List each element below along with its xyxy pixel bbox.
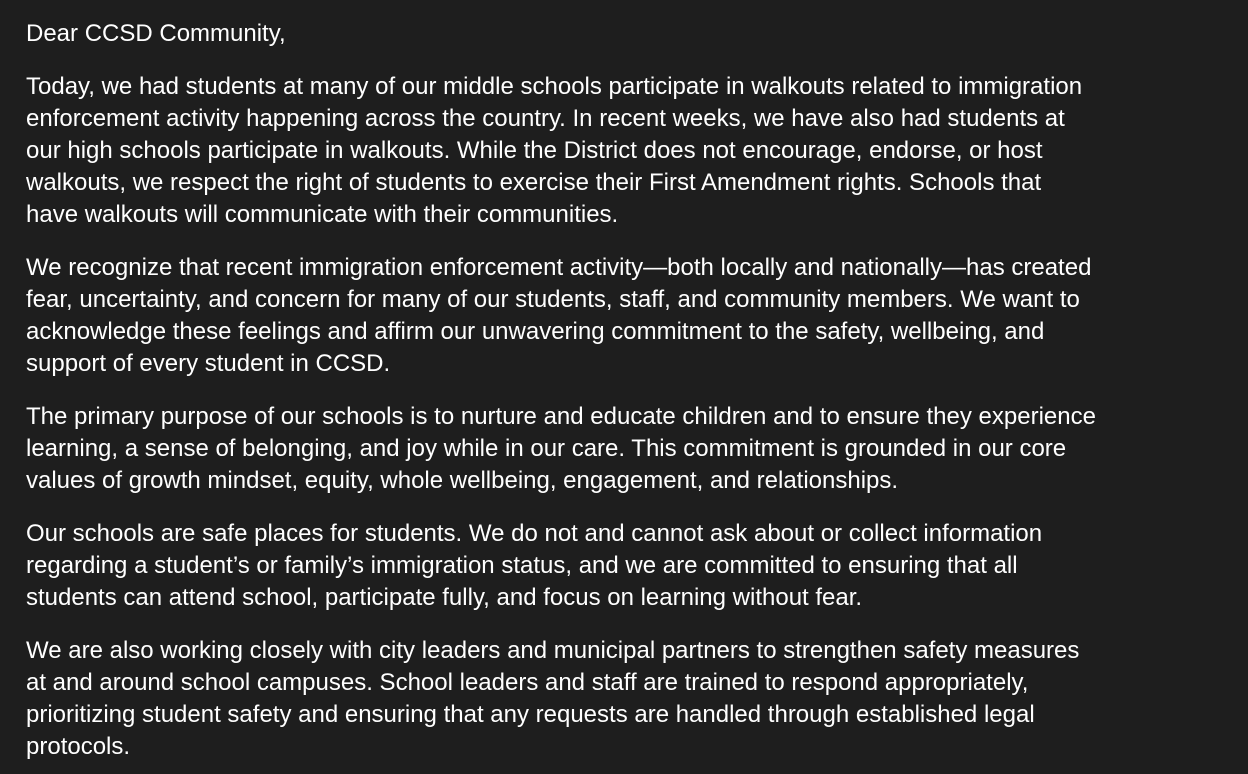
- paragraph-partners: We are also working closely with city leaders and municipal partners to strengthen safety measures at and around school campuses. School leaders and staff are trained to respond appropriately, prioritizing student safety and ensuring that any requests are handled through established legal protocols.: [26, 637, 1080, 760]
- letter-body: [26, 18, 1248, 763]
- paragraph-purpose: The primary purpose of our schools is to nurture and educate children and to ensure they experience learning, a sense of belonging, and joy while in our care. This commitment is grounded in our core values of growth mindset, equity, whole wellbeing, engagement, and relationships.: [26, 403, 1096, 494]
- paragraph-safe-places: Our schools are safe places for students. We do not and cannot ask about or collect information regarding a student’s or family’s immigration status, and we are committed to ensuring that all students can attend school, participate fully, and focus on learning without fear.: [26, 520, 1043, 611]
- letter-greeting: Dear CCSD Community,: [26, 20, 286, 47]
- paragraph-recognition: We recognize that recent immigration enforcement activity—both locally and nationally—has created fear, uncertainty, and concern for many of our students, staff, and community members. We want to acknowledge these feelings and affirm our unwavering commitment to the safety, wellbeing, and support of every student in CCSD.: [26, 254, 1092, 377]
- paragraph-walkouts: Today, we had students at many of our middle schools participate in walkouts related to immigration enforcement activity happening across the country. In recent weeks, we have also had students at our high schools participate in walkouts. While the District does not encourage, endorse, or host walkouts, we respect the right of students to exercise their First Amendment rights. Schools that have walkouts will communicate with their communities.: [26, 73, 1083, 228]
